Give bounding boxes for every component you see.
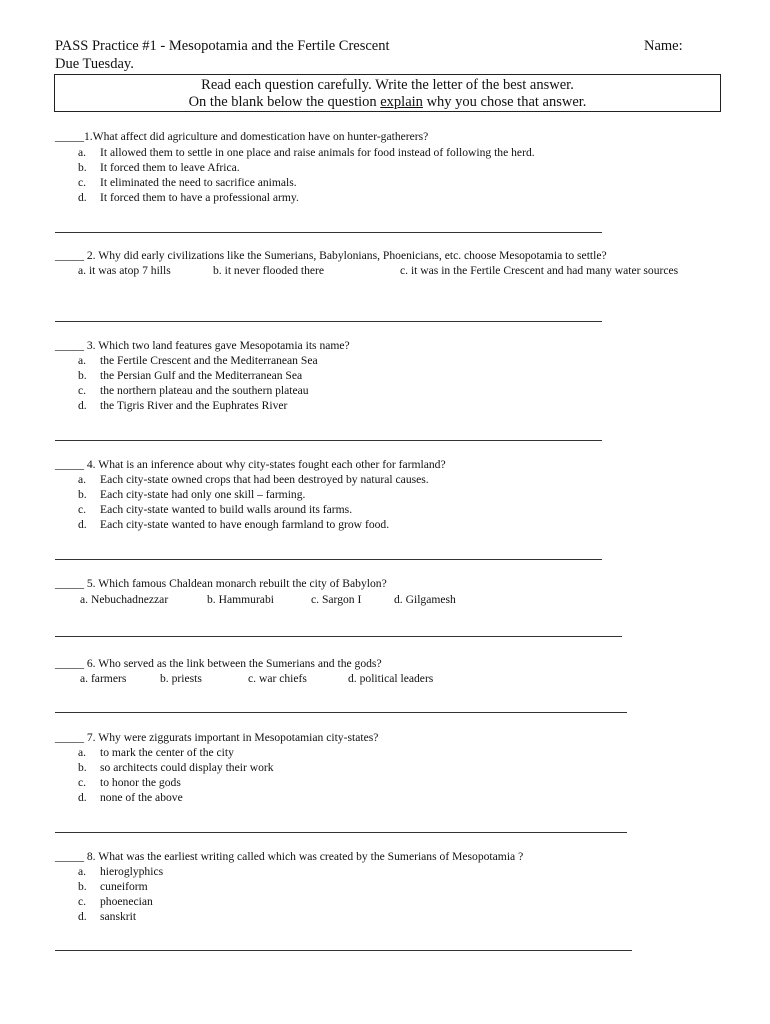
option-letter: d. [78,191,87,204]
inline-option: d. political leaders [348,672,434,685]
question-8: _____ 8. What was the earliest writing called which was created by the Sumerians of Mesopotamia ? [55,850,524,863]
inline-option: a. it was atop 7 hills [78,264,171,277]
option-text: Each city-state wanted to build walls around its farms. [100,503,353,516]
option-text: to mark the center of the city [100,746,234,759]
question-1: _____1.What affect did agriculture and domestication have on hunter-gatherers? [55,130,429,143]
inline-option: c. war chiefs [248,672,307,685]
question-3: _____ 3. Which two land features gave Mesopotamia its name? [55,339,350,352]
option-text: phoenecian [100,895,153,908]
instructions-line-1: Read each question carefully. Write the letter of the best answer. [201,77,574,93]
inline-option: a. farmers [80,672,127,685]
option-letter: a. [78,354,87,367]
answer-line-1[interactable] [55,232,602,233]
option-letter: b. [78,880,87,893]
option-letter: c. [78,503,87,516]
option-letter: c. [78,895,87,908]
option-letter: d. [78,518,87,531]
answer-line-3[interactable] [55,440,602,441]
answer-line-5[interactable] [55,636,622,637]
answer-line-7[interactable] [55,832,627,833]
question-6: _____ 6. Who served as the link between the Sumerians and the gods? [55,657,382,670]
instructions-box [54,74,721,112]
option-letter: a. [78,746,87,759]
option-text: to honor the gods [100,776,181,789]
option-letter: d. [78,791,87,804]
answer-line-4[interactable] [55,559,602,560]
question-5: _____ 5. Which famous Chaldean monarch rebuilt the city of Babylon? [55,577,387,590]
option-letter: a. [78,473,87,486]
answer-line-6[interactable] [55,712,627,713]
inline-option: c. Sargon I [311,593,362,606]
option-text: Each city-state had only one skill – farming. [100,488,306,501]
inline-option: b. priests [160,672,202,685]
question-4: _____ 4. What is an inference about why city-states fought each other for farmland? [55,458,446,471]
inline-option: c. it was in the Fertile Crescent and had many water sources [400,264,679,277]
instructions-line-2 [55,94,720,111]
worksheet-title: PASS Practice #1 - Mesopotamia and the Fertile Crescent [55,38,390,54]
option-text: the Tigris River and the Euphrates River [100,399,288,412]
question-7: _____ 7. Why were ziggurats important in Mesopotamian city-states? [55,731,379,744]
instructions-line-2-end: why you chose that answer. [422,94,587,110]
option-letter: a. [78,865,87,878]
option-text: the Persian Gulf and the Mediterranean Sea [100,369,303,382]
option-letter: c. [78,176,87,189]
option-letter: d. [78,399,87,412]
option-text: Each city-state owned crops that had been destroyed by natural causes. [100,473,429,486]
due-date: Due Tuesday. [55,56,134,72]
inline-option: d. Gilgamesh [394,593,456,606]
answer-line-2[interactable] [55,321,602,322]
option-letter: b. [78,488,87,501]
option-text: none of the above [100,791,183,804]
answer-line-8[interactable] [55,950,632,951]
inline-option: a. Nebuchadnezzar [80,593,169,606]
option-text: the Fertile Crescent and the Mediterranean Sea [100,354,318,367]
option-letter: c. [78,384,87,397]
option-text: It forced them to leave Africa. [100,161,240,174]
option-text: sanskrit [100,910,137,923]
inline-option: b. Hammurabi [207,593,274,606]
instructions-line-2-start: On the blank below the question [188,94,381,110]
name-label: Name: [644,38,683,54]
option-letter: b. [78,761,87,774]
option-text: Each city-state wanted to have enough farmland to grow food. [100,518,390,531]
option-letter: b. [78,161,87,174]
option-text: cuneiform [100,880,148,893]
option-letter: a. [78,146,87,159]
option-letter: b. [78,369,87,382]
instructions-emphasis: explain [380,94,423,110]
option-letter: d. [78,910,87,923]
option-text: hieroglyphics [100,865,164,878]
question-2: _____ 2. Why did early civilizations like the Sumerians, Babylonians, Phoenicians, etc. choose Mesopotamia to settle? [55,249,607,262]
option-letter: c. [78,776,87,789]
inline-option: b. it never flooded there [213,264,325,277]
option-text: the northern plateau and the southern plateau [100,384,309,397]
option-text: so architects could display their work [100,761,274,774]
option-text: It allowed them to settle in one place and raise animals for food instead of following the herd. [100,146,535,159]
option-text: It forced them to have a professional army. [100,191,299,204]
option-text: It eliminated the need to sacrifice animals. [100,176,297,189]
